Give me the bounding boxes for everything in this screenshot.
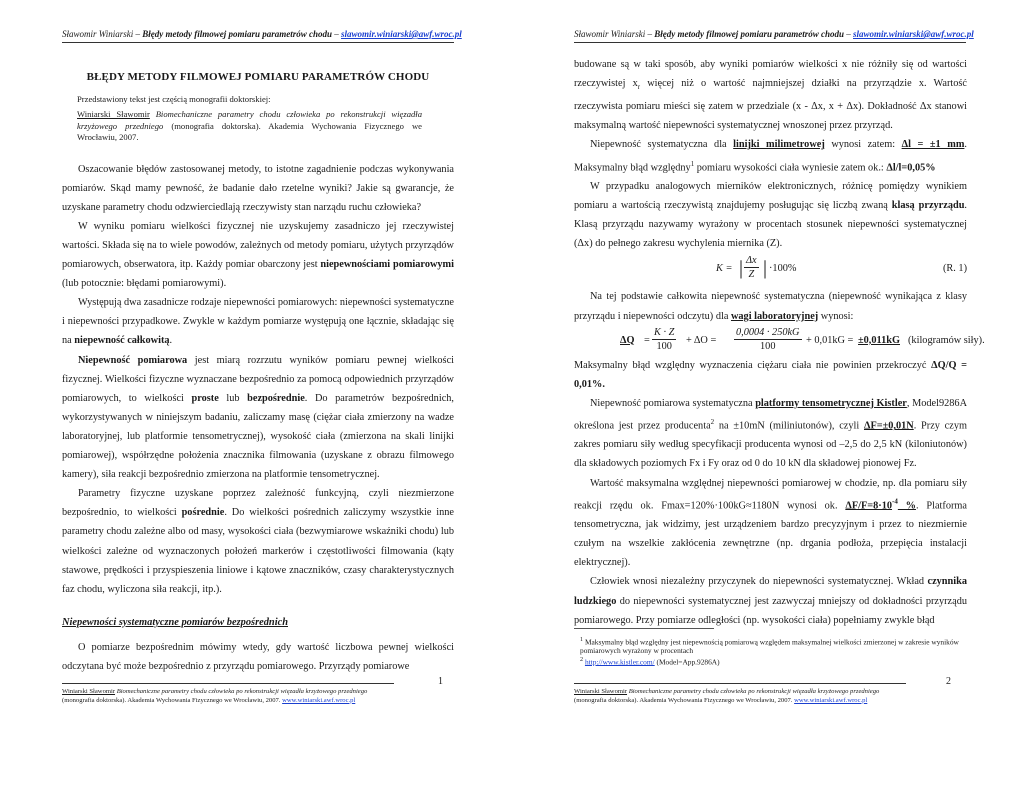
paragraph: Parametry fizyczne uzyskane poprzez zależność funkcyjną, czyli niezmierzone bezpośrednio, to wielkości pośrednie. Do wielkości pośrednich zaliczymy wszystkie inne parametry chodu zależne albo od masy, wysokości ciała (bezwymiarowe wskaźniki chodu) lub wielkości zależne od wyznaczonych położeń markerów i częstotliwości filmowania (kąty stawowe, prędkości i przyspieszenia liniowe i kątowe znaczników, czasy charakterystycznych faz chodu, wyliczona siła reakcji, itp.). — [62, 488, 454, 595]
footer-url-link[interactable]: www.winiarski.awf.wroc.pl — [794, 696, 868, 704]
footnote-2: $^2$ http://www.kistler.com/ (Model=App.9286A) — [580, 657, 720, 667]
paragraph: Człowiek wnosi niezależny przyczynek do niepewności systematycznej. Wkład czynnika ludzkiego do niepewności systematycznej jest zazwyczaj mniejszy od dokładności przyrządu pomiarowego. Przy pomiarze odległości (np. wysokości ciała) popełniamy zwykle błąd — [574, 576, 967, 626]
header-title: Błędy metody filmowej pomiaru parametrów chodu — [654, 29, 845, 39]
paragraph: Wartość maksymalna względnej niepewności pomiarowej w chodzie, np. dla pomiaru siły reakcji rzędu ok. Fmax=120%·100kG≈1180N wynosi ok. $\Delta F/F=8\cdot 10^{-4}$ %. Platforma tensometryczna, jak widzimy, jest urządzeniem bardzo precyzyjnym i przez to niezmiernie czułym na wszelkie zakłócenia zewnętrzne (np. drgania podłoża, przepięcia instalacji elektrycznej). — [574, 477, 967, 569]
section-heading: Niepewności systematyczne pomiarów bezpośrednich — [62, 616, 288, 628]
page-title: BŁĘDY METODY FILMOWEJ POMIARU PARAMETRÓW CHODU — [86, 71, 430, 83]
paragraph: Niepewność systematyczna dla linijki milimetrowej wynosi zatem: Δl = ±1 mm. Maksymalny błąd względny$^1$ pomiaru wysokości ciała wyniesie zatem ok.: Δl/l=0,05% — [574, 139, 967, 173]
header-rule — [574, 42, 966, 43]
intro-note: Przedstawiony tekst jest częścią monografii doktorskiej: Winiarski Sławomir Biomechaniczne parametry chodu człowieka po rekonstrukcji więzadła krzyżowego przedniego (monografia doktorska). Akademia Wychowania Fizycznego we Wrocławiu, 2007. — [77, 94, 423, 143]
footer-citation: Winiarski Sławomir Biomechaniczne parametry chodu człowieka po rekonstrukcji więzadła krzyżowego przedniego (monografia doktorska). Akademia Wychowania Fizycznego we Wrocławiu, 2007. www.winiarski.awf.wroc.pl — [574, 688, 880, 704]
header-author: Sławomir Winiarski — [574, 29, 646, 39]
footer-rule — [574, 683, 906, 684]
paragraph: Występują dwa zasadnicze rodzaje niepewności pomiarowych: niepewności systematyczne i niepewności przypadkowe. Zwykle w każdym pomiarze występują one łącznie, składając się na niepewność całkowitą. — [62, 297, 454, 347]
paragraph: Niepewność pomiarowa jest miarą rozrzutu wyników pomiaru pewnej wielkości fizycznej. Wielkości fizyczne wyznaczane bezpośrednio za pomocą odpowiednich przyrządów pomiarowych, to wielkości proste lub bezpośrednie. Do parametrów bezpośrednich, wykorzystywanych w niniejszym badaniu, zaliczamy masę (ciężar ciała zmierzony na wadze laboratoryjnej, lub platformie tensometrycznej), wysokość ciała (zmierzona na skali linijki pomiarowej), współrzędne położenia znacznika filmowania (uzyskane z obrazu filmowego kamery), siła reakcji bezpośrednio zmierzona na platformie tensometrycznej. — [62, 354, 454, 481]
page-number: 2 — [946, 676, 951, 687]
header-email-link[interactable]: slawomir.winiarski@awf.wroc.pl — [853, 29, 974, 39]
running-header: Sławomir Winiarski – Błędy metody filmowej pomiaru parametrów chodu – slawomir.winiarski@awf.wroc.pl — [62, 29, 462, 39]
footer-citation: Winiarski Sławomir Biomechaniczne parametry chodu człowieka po rekonstrukcji więzadła krzyżowego przedniego (monografia doktorska). Akademia Wychowania Fizycznego we Wrocławiu, 2007. www.winiarski.awf.wroc.pl — [62, 688, 368, 704]
equation-r1: K = | $\frac{\Delta x}{Z}$ | ·100% (R. 1) — [716, 255, 967, 281]
footnote-1: $^1$ Maksymalny błąd względny jest niepewnością pomiarową względem maksymalnej wielkości zmierzonej w zakresie wyników pomiarowych wyrażony w procentach — [580, 637, 959, 656]
page-number: 1 — [438, 676, 443, 687]
page-2-body — [574, 55, 985, 630]
paragraph: W przypadku analogowych mierników elektronicznych, różnicę pomiędzy wynikiem pomiaru a wartością rzeczywistą znajdujemy posługując się liczbą zwaną klasą przyrządu. Klasą przyrządu nazywamy wyrażony w procentach stosunek niepewności systematycznej (Δx) do pełnego zakresu wychylenia miernika (Z). — [574, 181, 967, 250]
paragraph: Na tej podstawie całkowita niepewność systematyczna (niepewność wynikająca z klasy przyrządu i niepewności odczytu) dla wagi laboratoryjnej wynosi: — [574, 291, 967, 322]
running-header: Sławomir Winiarski – Błędy metody filmowej pomiaru parametrów chodu – slawomir.winiarski@awf.wroc.pl — [574, 29, 974, 39]
footnote-link[interactable]: http://www.kistler.com/ — [584, 657, 655, 667]
footer-rule — [62, 683, 394, 684]
paragraph: Oszacowanie błędów zastosowanej metody, to istotne zagadnienie podczas wykonywania pomiarów. Skąd mamy pewność, że badanie dało rzetelne wyniki? Jakie są gwarancje, że uzyskane parametry chodu odzwierciedlają rzeczywisty stan narządu ruchu człowieka? — [62, 163, 454, 213]
header-rule — [62, 42, 454, 43]
footer-url-link[interactable]: www.winiarski.awf.wroc.pl — [282, 696, 356, 704]
header-title: Błędy metody filmowej pomiaru parametrów chodu — [142, 29, 333, 39]
header-author: Sławomir Winiarski — [62, 29, 134, 39]
paragraph: O pomiarze bezpośrednim mówimy wtedy, gdy wartość liczbowa pewnej wielkości odczytana być może bezpośrednio z przyrządu pomiarowego. Przyrządy pomiarowe — [62, 641, 454, 672]
page-1-body — [62, 70, 454, 676]
paragraph: Maksymalny błąd względny wyznaczenia ciężaru ciała nie powinien przekroczyć ΔQ/Q = 0,01%. — [574, 359, 968, 390]
page-2 — [512, 0, 1024, 791]
paragraph: W wyniku pomiaru wielkości fizycznej nie uzyskujemy zasadniczo jej rzeczywistej wartości. Składa się na to wiele powodów, zależnych od metody pomiaru, użytych przyrządów pomiarowych, obserwatora, itp. Każdy pomiar obarczony jest niepewnościami pomiarowymi (lub potocznie: błędami pomiarowymi). — [62, 220, 454, 290]
paragraph: budowane są w taki sposób, aby wyniki pomiarów wielkości x nie różniły się od wartości rzeczywistej $x_r$ więcej niż o wartość najmniejszej działki na przyrządzie x. Wartość rzeczywista pomiaru mieści się zatem w przedziale (x - Δx, x + Δx). Dokładność Δx stanowi maksymalną wartość niepewności systematycznej wnoszonej przez przyrząd. — [574, 59, 967, 132]
equation-weight: ΔQ = $\frac{K \cdot Z}{100}$ + ΔO = $\frac{0,0004 \cdot 250kG}{100}$ + 0,01kG = ±0,011kG (kilogramów siły). — [620, 326, 985, 352]
equation-label: (R. 1) — [942, 263, 967, 275]
paragraph: Niepewność pomiarowa systematyczna platformy tensometrycznej Kistler, Model9286A określona jest przez producenta$^2$ na ±10mN (miliniutonów), czyli ΔF=±0,01N. Przy czym zakres pomiaru siły według specyfikacji producenta wynosi od –2,5 do 2,5 kN (kiloniutonów) dla składowych poziomych Fx i Fy oraz od 0 do 10 kN dla składowej pionowej Fz. — [574, 397, 968, 470]
footnote-rule — [574, 628, 714, 629]
header-email-link[interactable]: slawomir.winiarski@awf.wroc.pl — [341, 29, 462, 39]
